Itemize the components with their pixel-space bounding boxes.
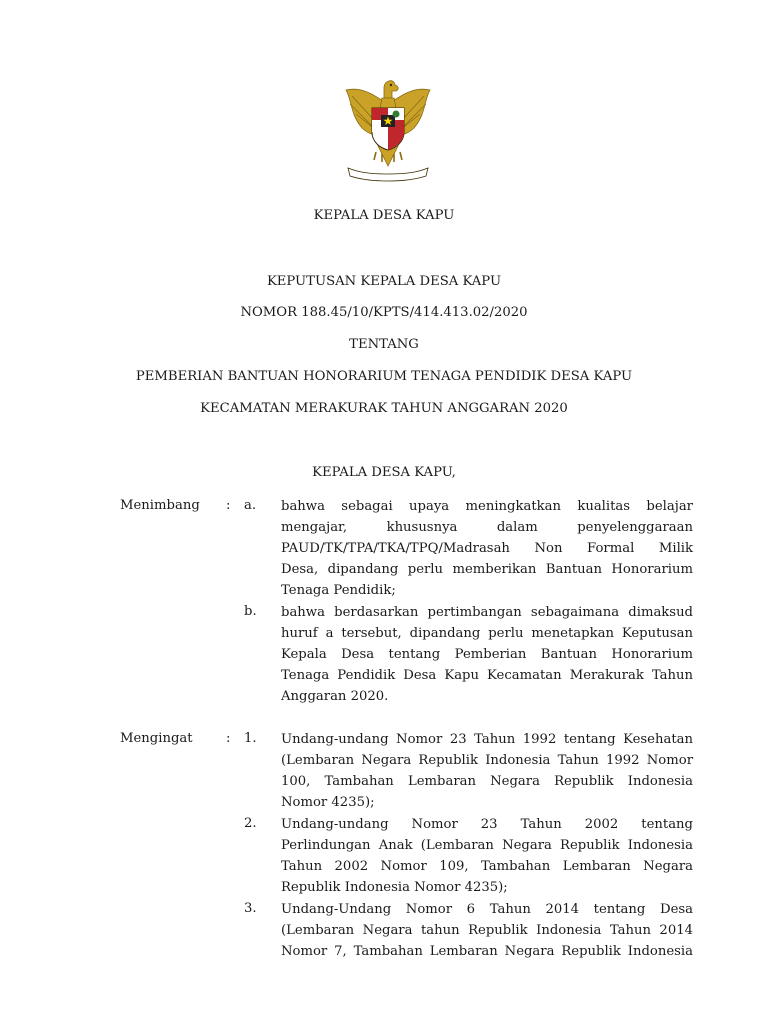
text-line: bahwa berdasarkan pertimbangan sebagaimana dimaksud bbox=[281, 605, 693, 620]
subject-line-1: PEMBERIAN BANTUAN HONORARIUM TENAGA PENDIDIK DESA KAPU bbox=[135, 369, 633, 384]
text-line: Tenaga Pendidik; bbox=[281, 583, 396, 598]
mengingat-colon: : bbox=[226, 731, 231, 746]
issuing-authority: KEPALA DESA KAPU bbox=[313, 208, 455, 223]
text-line: Republik Indonesia Nomor 4235); bbox=[281, 880, 508, 895]
menimbang-item-a-mark: a. bbox=[244, 498, 257, 513]
text-line: (Lembaran Negara Republik Indonesia Tahun 1992 Nomor bbox=[281, 753, 693, 768]
text-line: huruf a tersebut, dipandang perlu menetapkan Keputusan bbox=[281, 626, 693, 641]
text-line: PAUD/TK/TPA/TKA/TPQ/Madrasah Non Formal Milik bbox=[281, 541, 693, 556]
mengingat-item-2-mark: 2. bbox=[244, 816, 257, 831]
menimbang-label: Menimbang bbox=[120, 498, 200, 513]
text-line: Kepala Desa tentang Pemberian Bantuan Honorarium bbox=[281, 647, 693, 662]
garuda-emblem-icon bbox=[338, 74, 438, 184]
text-line: Tenaga Pendidik Desa Kapu Kecamatan Merakurak Tahun bbox=[281, 668, 693, 683]
text-line: Perlindungan Anak (Lembaran Negara Republik Indonesia bbox=[281, 838, 693, 853]
mengingat-label: Mengingat bbox=[120, 731, 193, 746]
text-line: (Lembaran Negara tahun Republik Indonesia Tahun 2014 bbox=[281, 923, 693, 938]
text-line: Undang-undang Nomor 23 Tahun 1992 tentang Kesehatan bbox=[281, 732, 693, 747]
mengingat-item-1-text bbox=[281, 729, 693, 813]
text-line: mengajar, khususnya dalam penyelenggaraan bbox=[281, 520, 693, 535]
text-line: Anggaran 2020. bbox=[281, 689, 389, 704]
text-line: Nomor 7, Tambahan Lembaran Negara Republik Indonesia bbox=[281, 944, 693, 959]
text-line: Nomor 4235); bbox=[281, 795, 375, 810]
mengingat-item-3-text bbox=[281, 899, 693, 962]
text-line: Undang-undang Nomor 23 Tahun 2002 tentang bbox=[281, 817, 693, 832]
text-line: Desa, dipandang perlu memberikan Bantuan Honorarium bbox=[281, 562, 693, 577]
mengingat-item-2-text bbox=[281, 814, 693, 898]
subject-line-2: KECAMATAN MERAKURAK TAHUN ANGGARAN 2020 bbox=[200, 401, 568, 416]
about-heading: TENTANG bbox=[349, 337, 419, 352]
text-line: bahwa sebagai upaya meningkatkan kualitas belajar bbox=[281, 499, 693, 514]
signatory-heading: KEPALA DESA KAPU, bbox=[312, 465, 456, 480]
text-line: Undang-Undang Nomor 6 Tahun 2014 tentang Desa bbox=[281, 902, 693, 917]
decree-title: KEPUTUSAN KEPALA DESA KAPU bbox=[266, 274, 502, 289]
text-line: 100, Tambahan Lembaran Negara Republik Indonesia bbox=[281, 774, 693, 789]
menimbang-item-a-text bbox=[281, 496, 693, 601]
text-line: Tahun 2002 Nomor 109, Tambahan Lembaran Negara bbox=[281, 859, 693, 874]
mengingat-item-1-mark: 1. bbox=[244, 731, 257, 746]
menimbang-item-b-mark: b. bbox=[244, 604, 257, 619]
mengingat-item-3-mark: 3. bbox=[244, 901, 257, 916]
menimbang-item-b-text bbox=[281, 602, 693, 707]
decree-number: NOMOR 188.45/10/KPTS/414.413.02/2020 bbox=[240, 305, 528, 320]
menimbang-colon: : bbox=[226, 498, 231, 513]
